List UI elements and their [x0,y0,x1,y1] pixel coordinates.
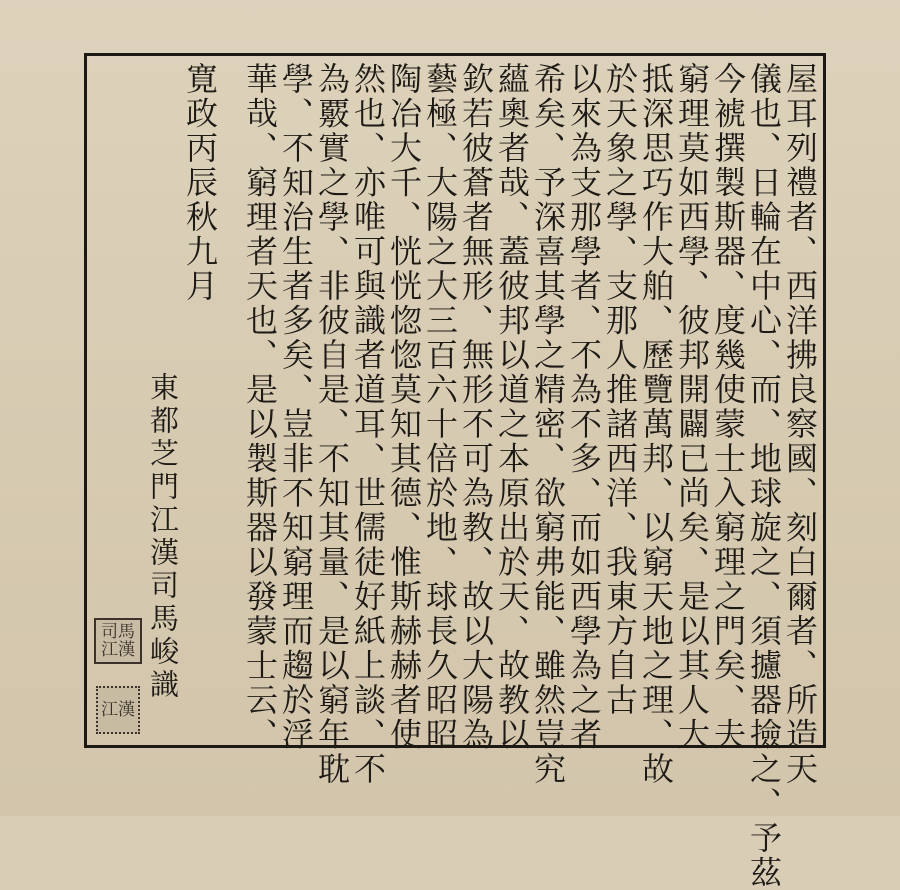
text-column: 藝極、大陽之大三百六十倍於地、球長久昭昭 [421,62,459,752]
seal-stamp: 江漢 [96,686,140,734]
text-column: 儀也、日輪在中心、而、地球旋之、須攄器撿之、予茲 [745,62,783,890]
text-column: 希矣、予深喜其學之精密、欲窮弗能、雖然豈究 [529,62,567,787]
text-column: 陶冶大千、恍恍惚惚莫知其德、惟斯赫赫者使 [385,62,423,752]
text-column: 蘊奧者哉、蓋彼邦以道之本原出於天、故教以 [493,62,531,752]
seal-stamp: 司馬江漢 [94,618,142,664]
text-column: 窮理莫如西學、彼邦開闢已尚矣、是以其人大 [673,62,711,752]
signature: 東都芝門江漢司馬峻識 [146,372,180,702]
text-column: 以來為支那學者、不為不多、而如西學為之者 [565,62,603,752]
date-column: 寛政丙辰秋九月 [181,62,219,304]
text-column: 今裭撰製斯器、度幾使蒙士入窮理之門矣、夫 [709,62,747,752]
text-column: 華哉、窮理者天也、是以製斯器以發蒙士云、 [241,62,279,752]
text-column: 欽若彼蒼者無形、無形不可為教、故以大陽為 [457,62,495,752]
text-column: 然也、亦唯可與識者道耳、世儒徒好紙上談、不 [349,62,387,787]
text-column: 於天象之學、支那人推諸西洋、我東方自古 [601,62,639,718]
text-column: 抵深思巧作大舶、歷覽萬邦、以窮天地之理、故 [637,62,675,787]
text-column: 屋耳列禮者、西洋拂良察國、刻白爾者、所造天 [781,62,819,787]
text-column: 學、不知治生者多矣、豈非不知窮理而趨於浮 [277,62,315,752]
text-column: 為覈實之學、非彼自是、不知其量、是以窮年耽 [313,62,351,787]
